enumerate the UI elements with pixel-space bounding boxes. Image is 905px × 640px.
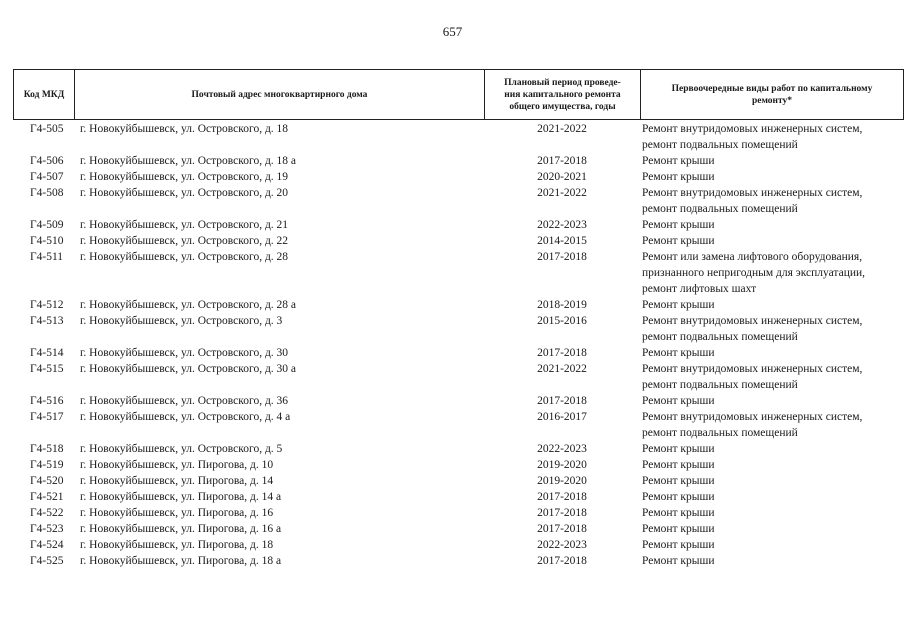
row-code: Г4-515	[30, 363, 64, 375]
row-period: 2019-2020	[537, 475, 587, 487]
header-address	[75, 70, 485, 119]
row-works: Ремонт крыши	[642, 235, 715, 247]
table-row	[13, 441, 904, 457]
row-address: г. Новокуйбышевск, ул. Островского, д. 21	[80, 219, 289, 231]
row-works: Ремонт крыши	[642, 395, 715, 407]
row-period: 2017-2018	[537, 251, 587, 263]
row-address: г. Новокуйбышевск, ул. Островского, д. 18 а	[80, 155, 297, 167]
row-period: 2017-2018	[537, 491, 587, 503]
row-code: Г4-518	[30, 443, 64, 455]
row-period: 2017-2018	[537, 155, 587, 167]
row-period: 2017-2018	[537, 555, 587, 567]
row-address: г. Новокуйбышевск, ул. Островского, д. 20	[80, 187, 289, 199]
row-period: 2017-2018	[537, 507, 587, 519]
row-works: Ремонт крыши	[642, 443, 715, 455]
row-period: 2022-2023	[537, 539, 587, 551]
row-address: г. Новокуйбышевск, ул. Островского, д. 28 а	[80, 299, 297, 311]
row-address: г. Новокуйбышевск, ул. Пирогова, д. 18 а	[80, 555, 282, 567]
row-code: Г4-505	[30, 123, 64, 135]
table-row	[13, 345, 904, 361]
row-period: 2014-2015	[537, 235, 587, 247]
row-address: г. Новокуйбышевск, ул. Пирогова, д. 14 а	[80, 491, 282, 503]
row-period: 2018-2019	[537, 299, 587, 311]
row-address: г. Новокуйбышевск, ул. Пирогова, д. 18	[80, 539, 274, 551]
header-code	[14, 70, 75, 119]
row-period: 2022-2023	[537, 219, 587, 231]
row-code: Г4-511	[30, 251, 64, 263]
header-period	[485, 70, 641, 119]
table-row	[13, 233, 904, 249]
row-code: Г4-516	[30, 395, 64, 407]
table-row	[13, 537, 904, 553]
row-address: г. Новокуйбышевск, ул. Островского, д. 36	[80, 395, 289, 407]
header-code-label: Код МКД	[23, 89, 65, 100]
row-code: Г4-513	[30, 315, 64, 327]
row-code: Г4-507	[30, 171, 64, 183]
row-period: 2019-2020	[537, 459, 587, 471]
table-body	[13, 121, 904, 569]
row-address: г. Новокуйбышевск, ул. Островского, д. 4 а	[80, 411, 291, 423]
table-row	[13, 153, 904, 169]
row-period: 2017-2018	[537, 395, 587, 407]
row-period: 2020-2021	[537, 171, 587, 183]
table-header	[13, 69, 904, 120]
row-code: Г4-508	[30, 187, 64, 199]
table-row	[13, 297, 904, 313]
table-row	[13, 505, 904, 521]
row-address: г. Новокуйбышевск, ул. Островского, д. 5	[80, 443, 283, 455]
table-row	[13, 169, 904, 185]
row-address: г. Новокуйбышевск, ул. Пирогова, д. 16	[80, 507, 274, 519]
header-works	[641, 70, 903, 119]
row-period: 2016-2017	[537, 411, 587, 423]
row-works: Ремонт внутридомовых инженерных систем, ремонт подвальных помещений	[642, 315, 863, 343]
row-period: 2015-2016	[537, 315, 587, 327]
table-row	[13, 313, 904, 345]
row-code: Г4-522	[30, 507, 64, 519]
row-address: г. Новокуйбышевск, ул. Островского, д. 18	[80, 123, 289, 135]
row-code: Г4-510	[30, 235, 64, 247]
row-works: Ремонт крыши	[642, 459, 715, 471]
row-works: Ремонт внутридомовых инженерных систем, ремонт подвальных помещений	[642, 411, 863, 439]
page-number: 657	[442, 24, 463, 39]
row-code: Г4-524	[30, 539, 64, 551]
table-row	[13, 361, 904, 393]
row-works: Ремонт крыши	[642, 347, 715, 359]
row-address: г. Новокуйбышевск, ул. Островского, д. 28	[80, 251, 289, 263]
row-address: г. Новокуйбышевск, ул. Островского, д. 22	[80, 235, 289, 247]
row-address: г. Новокуйбышевск, ул. Пирогова, д. 10	[80, 459, 274, 471]
row-code: Г4-514	[30, 347, 64, 359]
row-period: 2017-2018	[537, 523, 587, 535]
row-works: Ремонт внутридомовых инженерных систем, ремонт подвальных помещений	[642, 363, 863, 391]
row-code: Г4-506	[30, 155, 64, 167]
row-code: Г4-520	[30, 475, 64, 487]
row-works: Ремонт крыши	[642, 219, 715, 231]
row-works: Ремонт внутридомовых инженерных систем, ремонт подвальных помещений	[642, 187, 863, 215]
row-works: Ремонт или замена лифтового оборудования, признанного непригодным для эксплуатации, ремонт лифтовых шахт	[642, 251, 866, 295]
table-row	[13, 521, 904, 537]
table-row	[13, 489, 904, 505]
row-code: Г4-509	[30, 219, 64, 231]
row-period: 2021-2022	[537, 123, 587, 135]
row-works: Ремонт крыши	[642, 171, 715, 183]
row-works: Ремонт крыши	[642, 299, 715, 311]
table-row	[13, 457, 904, 473]
row-works: Ремонт крыши	[642, 507, 715, 519]
row-address: г. Новокуйбышевск, ул. Островского, д. 19	[80, 171, 289, 183]
table-row	[13, 393, 904, 409]
row-works: Ремонт крыши	[642, 523, 715, 535]
row-code: Г4-519	[30, 459, 64, 471]
table-row	[13, 249, 904, 297]
header-works-label: Первоочередные виды работ по капитальному ремонту*	[671, 83, 873, 106]
row-works: Ремонт крыши	[642, 491, 715, 503]
table-row	[13, 121, 904, 153]
row-works: Ремонт внутридомовых инженерных систем, ремонт подвальных помещений	[642, 123, 863, 151]
row-period: 2021-2022	[537, 363, 587, 375]
row-address: г. Новокуйбышевск, ул. Островского, д. 30	[80, 347, 289, 359]
row-address: г. Новокуйбышевск, ул. Островского, д. 3	[80, 315, 283, 327]
row-address: г. Новокуйбышевск, ул. Пирогова, д. 14	[80, 475, 274, 487]
row-address: г. Новокуйбышевск, ул. Пирогова, д. 16 а	[80, 523, 282, 535]
row-code: Г4-525	[30, 555, 64, 567]
row-code: Г4-521	[30, 491, 64, 503]
row-code: Г4-523	[30, 523, 64, 535]
row-code: Г4-512	[30, 299, 64, 311]
table-row	[13, 473, 904, 489]
table-row	[13, 185, 904, 217]
row-period: 2017-2018	[537, 347, 587, 359]
header-address-label: Почтовый адрес многоквартирного дома	[191, 89, 368, 100]
row-address: г. Новокуйбышевск, ул. Островского, д. 30 а	[80, 363, 297, 375]
row-works: Ремонт крыши	[642, 539, 715, 551]
row-code: Г4-517	[30, 411, 64, 423]
row-period: 2021-2022	[537, 187, 587, 199]
table-row	[13, 217, 904, 233]
row-works: Ремонт крыши	[642, 555, 715, 567]
table-row	[13, 553, 904, 569]
header-period-label: Плановый период проведе- ния капитального ремонта общего имущества, годы	[504, 77, 621, 112]
row-works: Ремонт крыши	[642, 155, 715, 167]
row-works: Ремонт крыши	[642, 475, 715, 487]
row-period: 2022-2023	[537, 443, 587, 455]
table-row	[13, 409, 904, 441]
